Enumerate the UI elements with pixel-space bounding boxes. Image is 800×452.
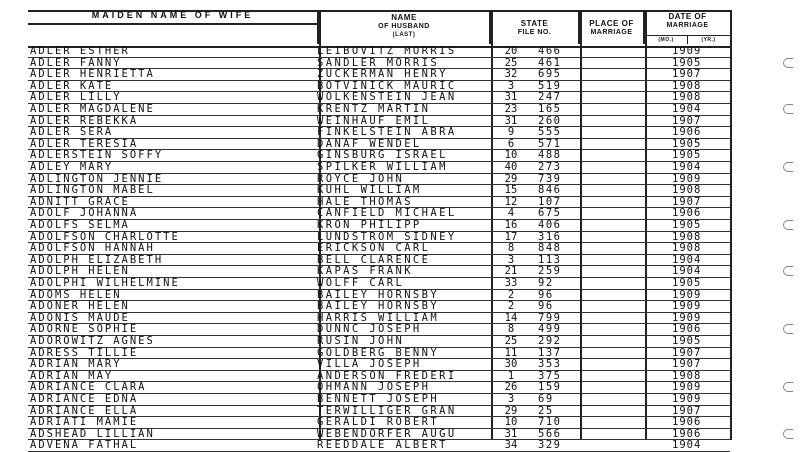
file-number: 375 (538, 370, 562, 382)
file-number: 165 (538, 104, 562, 115)
file-number: 846 (538, 185, 562, 197)
marriage-year: 1906 (672, 208, 702, 220)
wife-name: ADOLFSON CHARLOTTE (30, 231, 180, 243)
husband-name: SANDLER MORRIS (317, 57, 440, 69)
marriage-year: 1906 (672, 127, 702, 139)
marriage-year: 1905 (672, 57, 702, 69)
file-number: 107 (538, 196, 562, 208)
wife-name: ADRIAN MAY (30, 370, 114, 382)
wife-name: ADRIANCE CLARA (30, 382, 147, 394)
husband-name: GERALDI ROBERT (317, 417, 440, 429)
husband-name: WOLFF CARL (317, 278, 405, 289)
wife-name: ADOLFSON HANNAH (30, 243, 155, 255)
state-number: 14 (504, 312, 518, 324)
record-row (0, 197, 800, 209)
marriage-year: 1907 (672, 359, 702, 371)
marriage-year: 1907 (672, 405, 702, 417)
state-number: 8 (507, 324, 515, 336)
wife-name: ADRIATI MAMIE (30, 417, 139, 429)
record-row (0, 301, 800, 313)
binder-hole-icon (783, 429, 793, 439)
file-number: 273 (538, 162, 562, 173)
husband-name: DANAF WENDEL (317, 138, 422, 150)
husband-name: SPILKER WILLIAM (317, 162, 448, 173)
husband-name: DUNNC JOSEPH (317, 324, 422, 336)
state-number: 6 (507, 138, 515, 150)
marriage-year: 1908 (672, 92, 702, 104)
record-row (0, 127, 800, 139)
file-number: 848 (538, 243, 562, 255)
file-number: 675 (538, 208, 562, 220)
marriage-year: 1906 (672, 428, 702, 440)
marriage-year: 1908 (672, 243, 702, 255)
binder-hole-icon (783, 58, 793, 68)
record-row (0, 394, 800, 406)
husband-name: BAILEY HORNSBY (317, 301, 440, 313)
wife-name: ADOLFS SELMA (30, 220, 130, 231)
wife-name: ADLER LILLY (30, 92, 122, 104)
marriage-year: 1909 (672, 394, 702, 405)
wife-name: ADSHEAD LILLIAN (30, 428, 155, 440)
record-row (0, 336, 800, 348)
marriage-year: 1905 (672, 220, 702, 231)
record-row (0, 150, 800, 162)
wife-name: ADLEY MARY (30, 162, 114, 173)
wife-name: ADOLPH ELIZABETH (30, 254, 164, 266)
record-row (0, 139, 800, 151)
wife-name: ADONIS MAUDE (30, 312, 130, 324)
state-number: 31 (504, 92, 518, 104)
header-state-file: STATE FILE NO. (491, 10, 580, 44)
state-number: 8 (507, 243, 515, 255)
file-number: 113 (538, 254, 562, 266)
state-number: 4 (507, 208, 515, 220)
state-number: 16 (504, 220, 518, 231)
state-number: 2 (507, 289, 515, 301)
binder-hole-icon (783, 266, 793, 276)
record-row (0, 185, 800, 197)
marriage-year: 1905 (672, 278, 702, 289)
marriage-year: 1904 (672, 266, 702, 278)
wife-name: ADOROWITZ AGNES (30, 336, 155, 347)
binder-hole-icon (783, 382, 793, 392)
wife-name: ADRIAN MARY (30, 359, 122, 371)
file-number: 519 (538, 80, 562, 92)
state-number: 31 (504, 115, 518, 127)
husband-name: BAILEY HORNSBY (317, 289, 440, 301)
marriage-year: 1904 (672, 254, 702, 266)
file-number: 259 (538, 266, 562, 278)
record-row (0, 92, 800, 104)
file-number: 488 (538, 150, 562, 162)
wife-name: ADOLPHI WILHELMINE (30, 278, 180, 289)
wife-name: ADLER TERESIA (30, 138, 139, 150)
wife-name: ADOLPH HELEN (30, 266, 130, 278)
husband-name: VILLA JOSEPH (317, 359, 422, 371)
marriage-year: 1905 (672, 138, 702, 150)
wife-name: ADLER ESTHER (30, 46, 130, 57)
state-number: 25 (504, 57, 518, 69)
husband-name: OHMANN JOSEPH (317, 382, 431, 394)
husband-name: ERICKSON CARL (317, 243, 431, 255)
state-number: 25 (504, 336, 518, 347)
husband-name: HALE THOMAS (317, 196, 413, 208)
marriage-year: 1909 (672, 382, 702, 394)
husband-name: BOTVINICK MAURIC (317, 80, 457, 92)
husband-name: KRENTZ MARTIN (317, 104, 431, 115)
record-row (0, 174, 800, 186)
record-row (0, 266, 800, 278)
husband-name: REEDDALE ALBERT (317, 440, 448, 452)
wife-name: ADOMS HELEN (30, 289, 122, 301)
husband-name: ANDERSON FREDERI (317, 370, 457, 382)
husband-name: KAPAS FRANK (317, 266, 413, 278)
husband-name: ROYCE JOHN (317, 173, 405, 185)
file-number: 499 (538, 324, 562, 336)
record-row (0, 348, 800, 360)
binder-hole-icon (783, 104, 793, 114)
file-number: 466 (538, 46, 562, 57)
marriage-year: 1909 (672, 46, 702, 57)
state-number: 10 (504, 417, 518, 429)
marriage-year: 1907 (672, 69, 702, 81)
husband-name: WOLKENSTEIN JEAN (317, 92, 457, 104)
state-number: 32 (504, 69, 518, 81)
husband-name: FINKELSTEIN ABRA (317, 127, 457, 139)
marriage-year: 1904 (672, 104, 702, 115)
record-row (0, 243, 800, 255)
file-number: 96 (538, 301, 554, 313)
record-row (0, 429, 800, 441)
husband-name: RUSIN JOHN (317, 336, 405, 347)
husband-name: ZUCKERMAN HENRY (317, 69, 448, 81)
record-row (0, 69, 800, 81)
record-row (0, 81, 800, 93)
marriage-year: 1905 (672, 336, 702, 347)
file-number: 292 (538, 336, 562, 347)
marriage-year: 1909 (672, 289, 702, 301)
header-husband-name: NAME OF HUSBAND (LAST) (319, 10, 491, 44)
wife-name: ADLER HENRIETTA (30, 69, 155, 81)
state-number: 20 (504, 46, 518, 57)
marriage-year: 1909 (672, 301, 702, 313)
state-number: 33 (504, 278, 518, 289)
record-row (0, 290, 800, 302)
marriage-year: 1907 (672, 347, 702, 359)
record-row (0, 371, 800, 383)
wife-name: ADVENA FATHAL (30, 440, 139, 452)
wife-name: ADLER FANNY (30, 57, 122, 69)
marriage-year: 1907 (672, 196, 702, 208)
wife-name: ADLER SERA (30, 127, 114, 139)
header-month: (MO.) (645, 35, 688, 44)
state-number: 15 (504, 185, 518, 197)
file-number: 69 (538, 394, 554, 405)
wife-name: ADLINGTON JENNIE (30, 173, 164, 185)
wife-name: ADOLF JOHANNA (30, 208, 139, 220)
file-number: 461 (538, 57, 562, 69)
file-number: 555 (538, 127, 562, 139)
marriage-year: 1908 (672, 185, 702, 197)
state-number: 11 (504, 347, 518, 359)
state-number: 10 (504, 150, 518, 162)
state-number: 30 (504, 359, 518, 371)
file-number: 316 (538, 231, 562, 243)
state-number: 21 (504, 266, 518, 278)
wife-name: ADRIANCE ELLA (30, 405, 139, 417)
husband-name: CANFIELD MICHAEL (317, 208, 457, 220)
record-row (0, 255, 800, 267)
state-number: 3 (507, 394, 515, 405)
marriage-year: 1906 (672, 324, 702, 336)
marriage-year: 1908 (672, 80, 702, 92)
state-number: 29 (504, 405, 518, 417)
state-number: 23 (504, 104, 518, 115)
husband-name: LUNDSTROM SIDNEY (317, 231, 457, 243)
record-row (0, 324, 800, 336)
file-number: 571 (538, 138, 562, 150)
file-number: 247 (538, 92, 562, 104)
marriage-year: 1907 (672, 115, 702, 127)
record-row (0, 313, 800, 325)
state-number: 9 (507, 127, 515, 139)
state-number: 1 (507, 370, 515, 382)
record-row (0, 440, 800, 452)
state-number: 26 (504, 382, 518, 394)
file-number: 260 (538, 115, 562, 127)
state-number: 17 (504, 231, 518, 243)
marriage-year: 1904 (672, 440, 702, 452)
record-row (0, 104, 800, 116)
wife-name: ADNITT GRACE (30, 196, 130, 208)
marriage-year: 1905 (672, 150, 702, 162)
state-number: 3 (507, 254, 515, 266)
husband-name: KRON PHILIPP (317, 220, 422, 231)
husband-name: TERWILLIGER GRAN (317, 405, 457, 417)
marriage-year: 1908 (672, 231, 702, 243)
file-number: 353 (538, 359, 562, 371)
husband-name: GOLDBERG BENNY (317, 347, 440, 359)
wife-name: ADLER KATE (30, 80, 114, 92)
state-number: 31 (504, 428, 518, 440)
husband-name: BELL CLARENCE (317, 254, 431, 266)
file-number: 739 (538, 173, 562, 185)
record-row (0, 417, 800, 429)
husband-name: GINSBURG ISRAEL (317, 150, 448, 162)
header-year: (YR.) (687, 35, 730, 44)
record-row (0, 406, 800, 418)
file-number: 695 (538, 69, 562, 81)
marriage-year: 1908 (672, 370, 702, 382)
husband-name: BENNETT JOSEPH (317, 394, 440, 405)
record-row (0, 382, 800, 394)
record-row (0, 58, 800, 70)
record-row (0, 220, 800, 232)
record-row (0, 232, 800, 244)
file-number: 92 (538, 278, 554, 289)
binder-hole-icon (783, 324, 793, 334)
husband-name: KUHL WILLIAM (317, 185, 422, 197)
wife-name: ADORNE SOPHIE (30, 324, 139, 336)
husband-name: WEBENDORFER AUGU (317, 428, 457, 440)
record-row (0, 46, 800, 58)
marriage-year: 1909 (672, 173, 702, 185)
record-row (0, 208, 800, 220)
state-number: 12 (504, 196, 518, 208)
file-number: 710 (538, 417, 562, 429)
husband-name: LEIBOVITZ MORRIS (317, 46, 457, 57)
state-number: 3 (507, 80, 515, 92)
record-row (0, 359, 800, 371)
wife-name: ADLERSTEIN SOFFY (30, 150, 164, 162)
file-number: 799 (538, 312, 562, 324)
file-number: 25 (538, 405, 554, 417)
file-number: 329 (538, 440, 562, 452)
file-number: 566 (538, 428, 562, 440)
record-row (0, 116, 800, 128)
wife-name: ADRESS TILLIE (30, 347, 139, 359)
file-number: 137 (538, 347, 562, 359)
marriage-year: 1904 (672, 162, 702, 173)
wife-name: ADLINGTON MABEL (30, 185, 155, 197)
wife-name: ADRIANCE EDNA (30, 394, 139, 405)
record-row (0, 278, 800, 290)
binder-hole-icon (783, 162, 793, 172)
header-maiden-name: MAIDEN NAME OF WIFE (28, 10, 319, 44)
marriage-year: 1906 (672, 417, 702, 429)
wife-name: ADLER REBEKKA (30, 115, 139, 127)
wife-name: ADLER MAGDALENE (30, 104, 155, 115)
husband-name: WEINHAUF EMIL (317, 115, 431, 127)
record-row (0, 162, 800, 174)
file-number: 159 (538, 382, 562, 394)
state-number: 34 (504, 440, 518, 452)
file-number: 406 (538, 220, 562, 231)
marriage-year: 1909 (672, 312, 702, 324)
state-number: 40 (504, 162, 518, 173)
file-number: 96 (538, 289, 554, 301)
state-number: 29 (504, 173, 518, 185)
header-date: DATE OF MARRIAGE (MO.) (YR.) (645, 10, 730, 44)
wife-name: ADONER HELEN (30, 301, 130, 313)
binder-hole-icon (783, 220, 793, 230)
state-number: 2 (507, 301, 515, 313)
husband-name: HARRIS WILLIAM (317, 312, 440, 324)
header-place: PLACE OF MARRIAGE (580, 10, 645, 44)
